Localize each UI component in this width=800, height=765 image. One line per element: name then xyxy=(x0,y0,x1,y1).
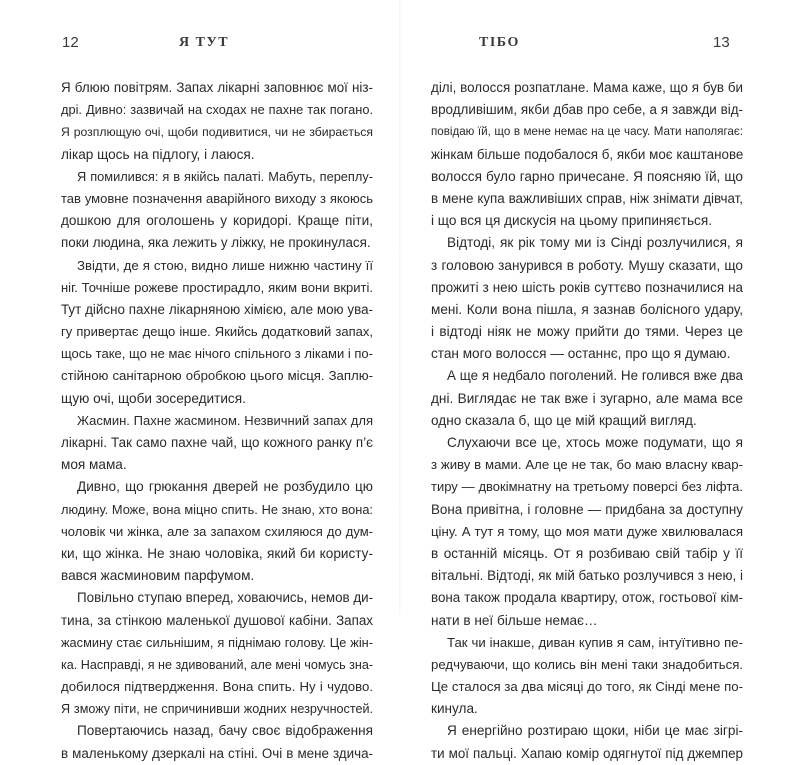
text-line: лікарні. Так само пахне чай, що кожного ранку п’є xyxy=(61,435,373,450)
text-line: жінкам більше подобалося б, якби моє каштанове xyxy=(431,146,744,162)
text-line: одно сказала б, що це мій кращий вигляд. xyxy=(431,412,697,428)
text-line: кинула. xyxy=(431,701,478,717)
text-line: в останній місяць. От я розбиваю свій табір у її xyxy=(431,545,743,561)
text-line: з головою занурився в роботу. Мушу сказати, що xyxy=(431,257,743,273)
text-line: вона також продала квартиру, отож, гостьової кім- xyxy=(431,590,743,606)
right-page xyxy=(400,0,800,761)
text-line: тав умовне позначення аварійного виходу з якоюсь xyxy=(61,190,373,206)
text-line: моя мама. xyxy=(61,457,127,473)
text-line: мені. Коли вона пішла, я зазнав болісного удару, xyxy=(431,301,743,317)
text-line: гу привертає дещо інше. Якийсь додатковий запах, xyxy=(61,324,373,340)
text-line: лікар щось на підлогу, і лаюся. xyxy=(61,146,255,162)
text-line: Слухаючи все це, хтось може подумати, що я xyxy=(447,435,743,450)
text-line: щую очі, щоби зосередитися. xyxy=(61,390,246,406)
text-line: і що вся ця дискусія на цьому припиняється. xyxy=(431,213,712,229)
text-line: Я блюю повітрям. Запах лікарні заповнює мої ніз- xyxy=(61,80,373,95)
text-line: волосся було гарно причесане. Я поясняю їй, що xyxy=(431,168,743,184)
text-line: ка. Насправді, я не здивований, але мені чомусь зна- xyxy=(61,657,374,672)
page-number: 13 xyxy=(713,34,730,51)
text-line: Жасмин. Пахне жасмином. Незвичний запах для xyxy=(77,412,373,428)
text-line: Я помилився: я в якійсь палаті. Мабуть, переплу- xyxy=(77,168,373,184)
text-line: ки, що жінка. Не знаю чоловіка, який би користу- xyxy=(61,545,373,561)
text-line: ділі, волосся розпатлане. Мама каже, що я був би xyxy=(431,80,743,95)
page-number: 12 xyxy=(62,34,79,51)
text-line: Повільно ступаю вперед, ховаючись, немов ди- xyxy=(77,590,374,606)
text-line: Це сталося за два місяці до того, як Сінді мене по- xyxy=(431,679,743,695)
text-line: жасмину стає сильнішим, я піднімаю голову. Це жін- xyxy=(61,634,373,650)
text-line: чоловік чи жінка, але за запахом схиляюся до дум- xyxy=(61,523,373,539)
text-line: з живу в мами. Але це не так, бо маю власну квар- xyxy=(431,457,743,473)
text-line: в маленькому дзеркалі на стіні. Очі в мене здича- xyxy=(61,745,373,761)
text-line: в мене купа важливіших справ, ніж знімати дівчат, xyxy=(431,190,743,206)
text-line: Я енергійно розтираю щоки, ніби це має зігрі- xyxy=(447,723,743,739)
text-line: тиру — двокімнатну на третьому поверсі без ліфта. xyxy=(431,479,743,495)
text-line: ціну. А тут я тому, що моя мати дуже хвилювалася xyxy=(431,523,743,539)
text-line: дні. Виглядає не так вже і зугарно, але мама все xyxy=(431,390,743,406)
text-line: ти мої пальці. Хапаю комір одягнутої під джемпер xyxy=(431,745,743,761)
text-line: ніг. Точніше рожеве простирадло, яким вони вкриті. xyxy=(61,279,373,295)
text-line: добилося підтвердження. Вона спить. Ну і чудово. xyxy=(61,679,373,695)
text-line: нати в неї більше немає… xyxy=(431,612,598,628)
text-line: людину. Може, вона міцно спить. Не знаю, хто вона: xyxy=(61,501,373,517)
page-body-text xyxy=(61,77,373,765)
text-line: стан мого волосся — останнє, про що я думаю. xyxy=(431,346,731,362)
text-line: Звідти, де я стою, видно лише нижню частину її xyxy=(77,257,373,273)
running-head: Я ТУТ xyxy=(179,35,230,50)
text-line: дошкою для оголошень у коридорі. Краще піти, xyxy=(61,213,373,229)
text-line: вродливішим, якби дбав про себе, а я завжди від- xyxy=(431,102,743,118)
text-line: повідаю їй, що в мене немає на це часу. Мати наполягає: xyxy=(431,125,743,139)
page-body-text xyxy=(431,77,743,765)
text-line: Дивно, що грюкання дверей не розбудило цю xyxy=(77,479,373,495)
text-line: Відтоді, як рік тому ми із Сінді розлучилися, я xyxy=(447,235,743,251)
text-line: Так чи інакше, диван купив я сам, інтуїтивно пе- xyxy=(447,634,743,650)
text-line: прожиті з нею шість років суттєво позначилися на xyxy=(431,279,743,295)
text-line: щось таке, що не має нічого спільного з ліками і по- xyxy=(61,346,373,362)
text-line: поки людина, яка лежить у ліжку, не прокинулася. xyxy=(61,235,371,251)
text-line: Повертаючись назад, бачу своє відображення xyxy=(77,723,373,739)
text-line: вітальні. Відтоді, як мій батько розлучився з нею, і xyxy=(431,568,743,584)
text-line: стійною санітарною обробкою цього місця. Заплю- xyxy=(61,368,373,384)
text-line: тина, за стінкою маленької душової кабіни. Запах xyxy=(61,612,373,628)
text-line: Вона привітна, і головне — придбана за доступну xyxy=(431,501,743,517)
text-line: А ще я недбало поголений. Не голився вже два xyxy=(447,368,743,384)
left-page xyxy=(0,0,400,761)
text-line: Я зможу піти, не спричинивши жодних незручностей. xyxy=(61,702,373,717)
text-line: редчуваючи, що колись він мені таки знадобиться. xyxy=(431,656,743,672)
text-line: Я розплющую очі, щоби подивитися, чи не збирається xyxy=(61,125,373,140)
text-line: Тут дійсно пахне лікарняною хімією, але мою ува- xyxy=(61,301,373,317)
text-line: дрі. Дивно: зазвичай на сходах не пахне так погано. xyxy=(61,102,373,118)
text-line: вався жасминовим парфумом. xyxy=(61,568,255,584)
text-line: і відтоді ніяк не можу прийти до тями. Через це xyxy=(431,324,743,340)
running-head: ТІБО xyxy=(479,35,520,50)
